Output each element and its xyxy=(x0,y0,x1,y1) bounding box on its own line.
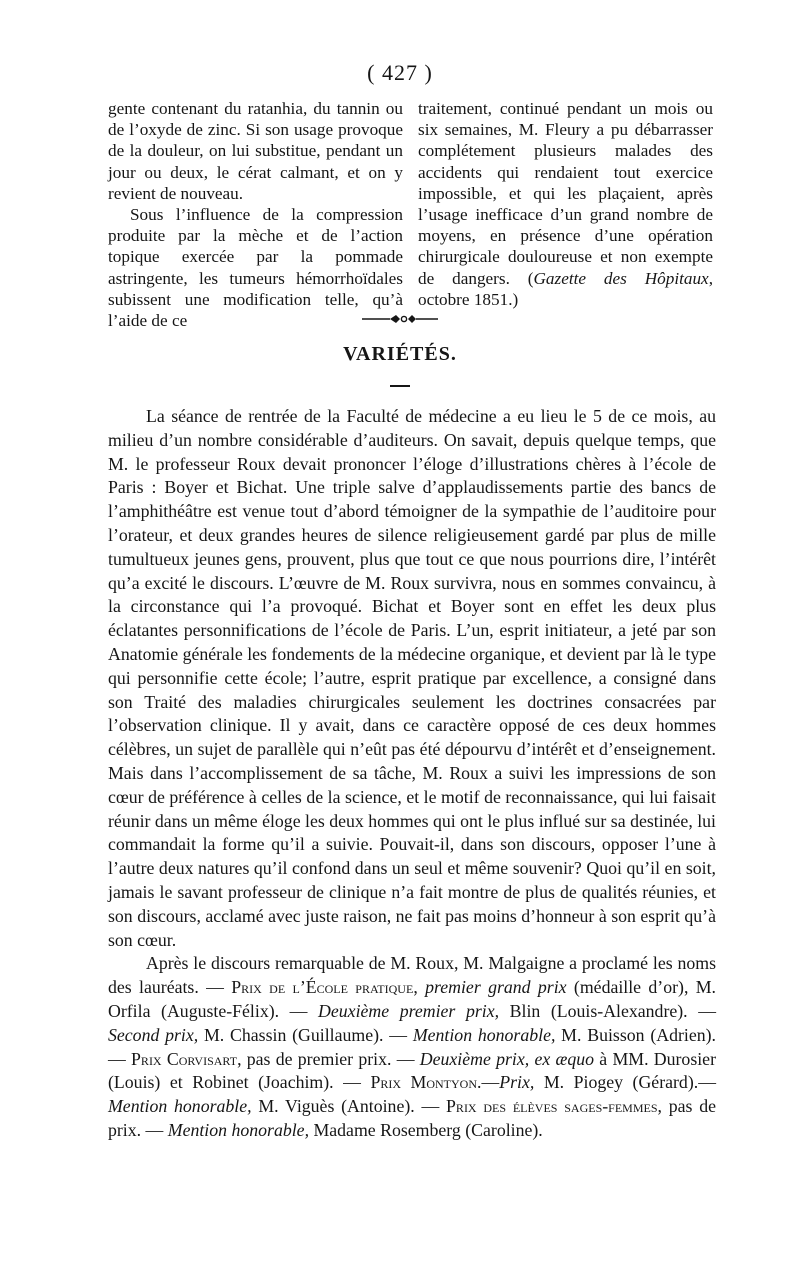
award-title: premier grand prix xyxy=(425,977,567,998)
text-run: , pas de prix. — xyxy=(108,1096,717,1140)
award-title: Deuxième prix, ex æquo xyxy=(419,1048,595,1069)
right-column-paragraph xyxy=(418,98,713,310)
left-column xyxy=(108,98,403,331)
title-rule xyxy=(390,385,410,387)
award-title: Deuxième premier prix, xyxy=(318,1000,500,1021)
award-title: Mention honorable, xyxy=(412,1024,556,1045)
text-run: M. Viguès (Antoine). — xyxy=(251,1096,447,1117)
award-title: Mention honorable, xyxy=(108,1096,252,1117)
left-column-paragraph-2: Sous l’influence de la compression produite par la mèche et de l’action topique exercée par la pommade astringente, les tumeurs hémorrhoïdales subissent une modification telle, qu’à l’aide de ce xyxy=(108,205,403,331)
ornament-divider-icon xyxy=(360,312,440,326)
page-number: ( 427 ) xyxy=(367,60,433,85)
paragraph-1: La séance de rentrée de la Faculté de médecine a eu lieu le 5 de ce mois, au milieu d’un nombre considérable d’auditeurs. On savait, depuis quelque temps, que M. le professeur Roux devait prononcer l’éloge d’illustrations chères à l’école de Paris : Boyer et Bichat. Une triple salve d’applaudissements partie des bancs de l’amphithéâtre est venue tout d’abord témoigner de la sympathie de l’auditoire pour l’orateur, et deux grandes heures de silence religieusement gardé par plus de mille tumultueux jeunes gens, prouvent, plus que tout ce que nous pourrions dire, l’intérêt qu’a excité le discours. L’œuvre de M. Roux survivra, nous en sommes convaincu, à la circonstance qui l’a provoqué. Bichat et Boyer sont en effet les deux plus éclatantes personnifications de l’école de Paris. L’un, esprit initiateur, a jeté par son Anatomie générale les fondements de la médecine organique, et devient par là le type qui personnifie cette école; l’autre, esprit pratique par excellence, a consigné dans son Traité des maladies chirurgicales seulement les doctrines consacrées par l’observation clinique. Il y avait, dans ce caractère opposé de ces deux hommes célèbres, un sujet de parallèle qui n’eût pas été dépourvu d’intérêt et d’enseignement. Mais dans l’accomplissement de sa tâche, M. Roux a suivi les impressions de son cœur de préférence à celles de la science, et le motif de reconnaissance, qui lui faisait réunir dans un même éloge les deux hommes qui ont le plus influé sur sa destinée, lui commandait la forme qu’il a suivie. Pouvait-il, dans son discours, opposer l’une à l’autre deux natures qu’il confond dans un seul et même souvenir? Quoi qu’il en soit, jamais le savant professeur de clinique n’a fait montre de plus de qualités réunies, et son discours, acclamé avec juste raison, ne fait pas moins d’honneur à son esprit qu’à son cœur. xyxy=(108,406,716,950)
text-run: , pas de premier prix. — xyxy=(237,1048,420,1069)
paragraph-2 xyxy=(108,952,716,1142)
text-run: M. Chassin (Guillaume). — xyxy=(198,1024,413,1045)
text-run: Madame Rosemberg (Caroline). xyxy=(309,1119,543,1140)
text-run: Après le discours remarquable de M. Roux, M. Malgaigne a proclamé les noms des lauréats. — xyxy=(108,953,716,998)
text-run: M. Buisson (Adrien). — xyxy=(108,1024,716,1069)
citation-source: Gazette des Hôpitaux xyxy=(533,268,709,288)
prize-name: Prix des élèves sages-femmes xyxy=(446,1096,658,1117)
prize-name: Prix Corvisart xyxy=(131,1048,238,1069)
prize-name: Prix de l’École pratique xyxy=(231,977,414,998)
right-column xyxy=(418,98,713,310)
text-run: à MM. Durosier (Louis) et Robinet (Joachim). — xyxy=(108,1048,717,1093)
right-column-text: traitement, continué pendant un mois ou six semaines, M. Fleury a pu débarrasser complétement plusieurs malades des accidents qui rendaient tout exercice impossible, et qui les plaçaient, après l’usage inefficace d’un grand nombre de moyens, en présence d’une opération chirurgicale douloureuse et non exempte de dangers. ( xyxy=(418,99,713,288)
award-title: Prix, xyxy=(499,1072,535,1093)
section-title: VARIÉTÉS. xyxy=(343,343,457,365)
text-run: , xyxy=(413,977,426,998)
text-run: .— xyxy=(477,1072,500,1093)
citation-date: , octobre 1851.) xyxy=(418,268,713,309)
text-run: M. Piogey (Gérard).— xyxy=(534,1072,716,1093)
award-title: Second prix, xyxy=(108,1024,199,1045)
text-run: (médaille d’or), M. Orfila (Auguste-Félix). — xyxy=(108,977,717,1021)
left-column-paragraph-1: gente contenant du ratanhia, du tannin ou de l’oxyde de zinc. Si son usage provoque de la douleur, on lui substitue, pendant un jour ou deux, le cérat calmant, et on y revient de nouveau. xyxy=(108,99,403,203)
prize-name: Prix Montyon xyxy=(370,1072,478,1093)
main-text xyxy=(108,405,716,1143)
text-run: Blin (Louis-Alexandre). — xyxy=(499,1000,716,1021)
award-title: Mention honorable, xyxy=(167,1119,310,1140)
